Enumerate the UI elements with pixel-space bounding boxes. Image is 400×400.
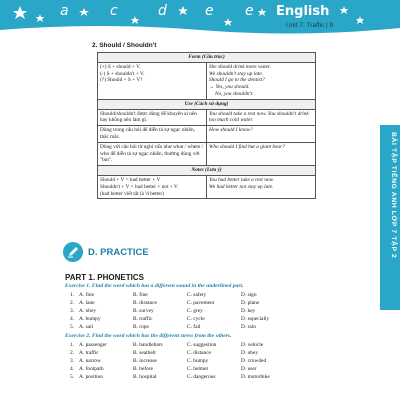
option: A. bumpy [79,316,101,322]
question-number: 5. [70,324,75,330]
option: A. fine [79,292,94,298]
option: C. distance [187,350,211,356]
use-example-cell: Who should I find but a giant bear? [207,142,316,165]
option: D. user [241,366,257,372]
form-example: We shouldn't stay up late. [209,70,264,77]
question-row [70,308,330,315]
question-row [70,374,330,381]
option: A. traffic [79,350,99,356]
question-number: 3. [70,308,75,314]
header-stars [0,0,400,38]
question-number: 4. [70,316,75,322]
option: A. passenger [79,342,107,348]
question-number: 2. [70,350,75,356]
option: C. pavement [187,300,215,306]
form-example: No, you shouldn't. [215,90,254,97]
grammar-table [97,52,316,199]
option: C. grey [187,308,203,314]
form-rule: (-) S + shouldn't + V. [100,70,145,77]
part-title: PART 1. PHONETICS [65,273,144,282]
question-row [70,358,330,365]
use-rule-cell: Dùng trong câu hỏi để diễn tả sự ngạc nhiên, thắc mắc. [98,126,207,143]
option: D. especially [241,316,270,322]
option: B. distance [133,300,157,306]
notes-rule: Shouldn't + V = had better + not + V [100,183,178,190]
option: D. obey [241,350,259,356]
use-example-cell: How should I know? [207,126,316,143]
option: C. helmet [187,366,208,372]
option: B. increase [133,358,157,364]
question-number: 2. [70,300,75,306]
option: C. safety [187,292,207,298]
question-number: 5. [70,374,75,380]
header-deco-letter: e [245,3,254,19]
notes-rule: (had better viết tắt là 'd better) [100,190,164,197]
header-deco-letter: a [60,3,69,19]
form-example: Should I go to the dentist? [209,77,265,84]
option: B. rope [133,324,149,330]
option: A. narrow [79,358,101,364]
option: B. survey [133,308,154,314]
side-tab-label: BÀI TẬP TIẾNG ANH LỚP 7 TẬP 2 [390,132,397,259]
header-brand: English [276,4,330,19]
option: C. dangerous [187,374,216,380]
section-title: 2. Should / Shouldn't [92,42,157,49]
question-row [70,300,330,307]
notes-rules-cell [98,175,207,198]
use-rule-cell: Should/shouldn't được dùng để khuyên ai nên hay không nên làm gì. [98,109,207,126]
question-number: 3. [70,358,75,364]
option: D. motorbike [241,374,270,380]
use-header: Use (Cách sử dụng) [98,99,316,109]
option: D. key [241,308,256,314]
notes-rule: Should + V = had better + V [100,176,161,183]
header-deco-letter: d [158,3,167,19]
question-number: 4. [70,366,75,372]
option: C. cycle [187,316,205,322]
form-header: Form (Cấu trúc) [98,53,316,63]
form-rule: (+) S + should + V. [100,63,141,70]
option: B. seatbelt [133,350,156,356]
exercise-2-heading: Exercise 2. Find the word which has the different stress from the others. [65,333,232,339]
option: D. vehicle [241,342,264,348]
question-number: 1. [70,342,75,348]
option: D. crowded [241,358,267,364]
question-row [70,350,330,357]
question-row [70,316,330,323]
notes-header: Notes (Lưu ý) [98,166,316,176]
option: C. fail [187,324,201,330]
use-example-cell: You should take a rest now. You shouldn't drink too much cold water. [207,109,316,126]
notes-example: You had better take a rest now. [209,176,274,183]
option: A. sail [79,324,94,330]
option: B. hospital [133,374,157,380]
use-rule-cell: Dùng với câu hỏi từ nghi vấn như what / where / who để diễn tả sự ngạc nhiên, thường dùng với "but". [98,142,207,165]
option: A. lane [79,300,95,306]
pencil-icon [63,242,83,262]
notes-example: We had better not stay up late. [209,183,274,190]
option: B. before [133,366,154,372]
form-rules-cell [98,62,207,99]
question-number: 1. [70,292,75,298]
form-example: → Yes, you should. [209,84,250,91]
page-header [0,0,400,38]
question-row [70,324,330,331]
unit-page-label: Unit 7: Traffic | 9 [286,22,334,29]
option: A. position [79,374,103,380]
question-row [70,292,330,299]
notes-examples-cell [207,175,316,198]
option: C. bumpy [187,358,209,364]
option: B. fine [133,292,148,298]
form-rule: (?) Should + S + V? [100,77,143,84]
practice-title: D. PRACTICE [88,247,149,258]
exercise-1-heading: Exercise 1. Find the word which has a different sound in the underlined part. [65,283,244,289]
question-row [70,366,330,373]
question-row [70,342,330,349]
option: B. traffic [133,316,153,322]
option: D. rain [241,324,256,330]
option: D. plane [241,300,260,306]
option: C. suggestion [187,342,217,348]
form-examples-cell [207,62,316,99]
option: A. obey [79,308,97,314]
header-deco-letter: c [110,3,118,19]
option: A. footpath [79,366,104,372]
option: B. handlebars [133,342,163,348]
header-deco-letter: e [205,3,214,19]
form-example: She should drink more water. [209,63,271,70]
option: D. sign [241,292,257,298]
